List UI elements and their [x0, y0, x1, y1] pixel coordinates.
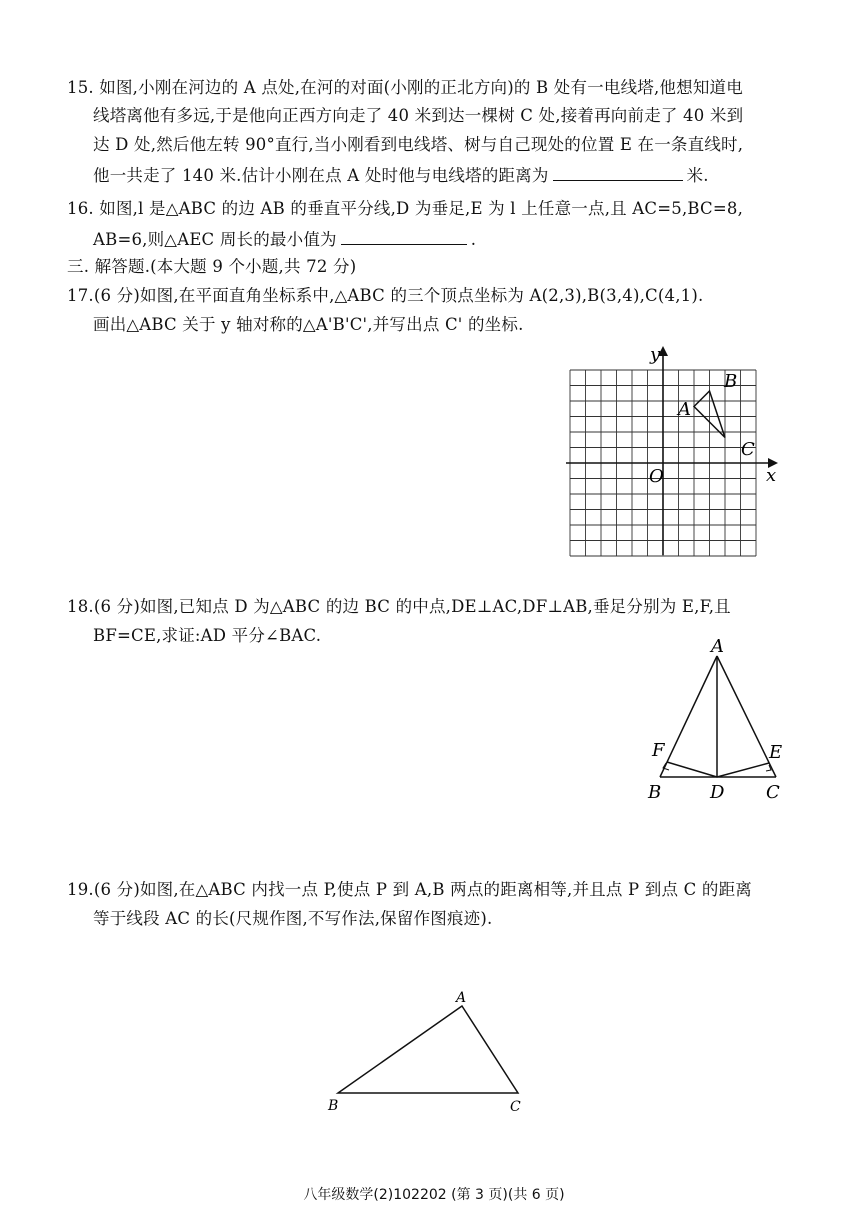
q15-line-3: 达 D 处,然后他左转 90°直行,当小刚看到电线塔、树与自己现处的位置 E 在一条直线时, — [93, 135, 744, 154]
q16-period: . — [470, 230, 477, 249]
q18-side-ac — [717, 656, 776, 777]
q18-side-ab — [660, 656, 717, 777]
q19-line-2: 等于线段 AC 的长(尺规作图,不写作法,保留作图痕迹). — [93, 909, 493, 928]
q16-answer-blank[interactable] — [341, 228, 467, 245]
q19-triangle-abc — [338, 1006, 518, 1093]
q16-line-1: 16. 如图,l 是△ABC 的边 AB 的垂直平分线,D 为垂足,E 为 l 上任意一点,且 AC=5,BC=8, — [67, 199, 744, 218]
q17-label-origin: O — [649, 466, 664, 487]
q19-label-b: B — [328, 1098, 339, 1114]
q15-answer-blank[interactable] — [553, 164, 683, 181]
q17-label-c: C — [741, 439, 755, 460]
q17-label-y: y — [650, 344, 661, 365]
q18-label-d: D — [710, 782, 725, 803]
q15-line-2: 线塔离他有多远,于是他向正西方向走了 40 米到达一棵树 C 处,接着再向前走了 40 米到 — [93, 106, 744, 125]
q18-segment-df — [667, 762, 717, 777]
q15-line-1: 15. 如图,小刚在河边的 A 点处,在河的对面(小刚的正北方向)的 B 处有一电线塔,他想知道电 — [67, 78, 743, 97]
q17-line-1: 17.(6 分)如图,在平面直角坐标系中,△ABC 的三个顶点坐标为 A(2,3),B(3,4),C(4,1). — [67, 286, 704, 305]
q19-line-1: 19.(6 分)如图,在△ABC 内找一点 P,使点 P 到 A,B 两点的距离相等,并且点 P 到点 C 的距离 — [67, 880, 752, 899]
q18-triangle-figure — [640, 630, 800, 810]
q15-unit: 米. — [686, 166, 709, 185]
q18-label-a: A — [711, 636, 724, 657]
q17-label-x: x — [766, 465, 777, 486]
q18-line-1: 18.(6 分)如图,已知点 D 为△ABC 的边 BC 的中点,DE⊥AC,DF⊥AB,垂足分别为 E,F,且 — [67, 597, 731, 616]
q16-line-2-text: AB=6,则△AEC 周长的最小值为 — [93, 230, 337, 249]
q17-coordinate-grid-figure — [560, 340, 790, 560]
q16-line-2 — [93, 228, 476, 250]
page-footer: 八年级数学(2)102202 (第 3 页)(共 6 页) — [303, 1187, 565, 1203]
section-3-heading: 三. 解答题.(本大题 9 个小题,共 72 分) — [67, 257, 357, 276]
q18-label-f: F — [652, 740, 665, 761]
q15-line-4-text: 他一共走了 140 米.估计小刚在点 A 处时他与电线塔的距离为 — [93, 166, 549, 185]
q19-triangle-figure — [320, 985, 540, 1115]
q18-segment-de — [717, 763, 769, 777]
q18-label-c: C — [766, 782, 780, 803]
q17-line-2: 画出△ABC 关于 y 轴对称的△A'B'C',并写出点 C' 的坐标. — [93, 315, 524, 334]
q18-label-b: B — [648, 782, 662, 803]
q19-label-c: C — [510, 1099, 521, 1115]
q15-line-4 — [93, 164, 709, 186]
q17-label-a: A — [678, 399, 691, 420]
q19-label-a: A — [456, 990, 467, 1006]
q18-label-e: E — [769, 742, 783, 763]
q18-line-2: BF=CE,求证:AD 平分∠BAC. — [93, 626, 322, 645]
q17-label-b: B — [724, 371, 738, 392]
